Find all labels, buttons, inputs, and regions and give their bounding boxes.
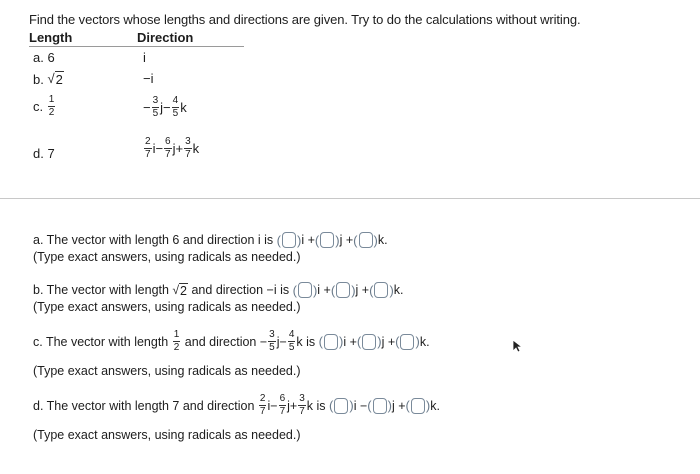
unit-vector: j [276,334,280,349]
fraction-numerator: 4 [288,329,295,340]
unit-vector: j [287,398,290,413]
fraction [164,137,172,160]
operator: k. [393,283,404,297]
fraction-numerator: 6 [279,393,286,404]
answer-c-line [33,330,430,353]
answer-b-i-box[interactable]: ( ) [292,282,318,298]
answer-input[interactable] [362,334,376,350]
unit-vector: j [160,100,164,115]
row-b-length [33,71,64,87]
fraction [152,96,160,119]
answer-input[interactable] [373,398,387,414]
answer-d-text-pre: d. The vector with length 7 and direction [33,398,255,413]
answer-d-line [33,394,440,417]
answer-input[interactable] [324,334,338,350]
row-a-direction: i [143,50,146,65]
operator: i + [301,233,315,247]
unit-vector: k [192,141,200,156]
answer-c-text-pre: c. The vector with length [33,334,169,349]
row-c-direction [143,96,187,119]
row-c-length [33,95,56,118]
answer-a-text: a. The vector with length 6 and direction i is [33,233,274,247]
answer-b-text-mid: and direction −i is [191,283,290,297]
answer-d-hint: (Type exact answers, using radicals as needed.) [33,428,301,442]
fraction [172,96,180,119]
answer-a-j-box[interactable]: ( ) [314,232,340,248]
fraction-numerator: 3 [185,136,191,147]
section-divider [0,198,700,199]
operator: i + [317,283,331,297]
answer-c-length-fraction [173,330,181,353]
answer-input[interactable] [282,232,296,248]
answer-c-text-mid: and direction [184,334,257,349]
fraction-denominator: 7 [299,406,305,417]
operator: j + [391,398,406,413]
sign: + [175,141,184,156]
answer-input[interactable] [359,232,373,248]
unit-vector: i [267,398,271,413]
answer-d-i-box[interactable]: ( ) [329,398,354,413]
row-c-length-fraction [48,95,56,118]
operator: j + [355,283,370,297]
fraction-numerator: 2 [145,136,151,147]
fraction [279,394,287,417]
fraction-numerator: 3 [152,95,159,106]
answer-b-k-box[interactable]: ( ) [369,282,394,298]
sign: − [163,100,171,115]
row-d-direction [143,137,199,160]
fraction-denominator: 2 [48,107,55,118]
answer-a-hint: (Type exact answers, using radicals as needed.) [33,250,301,264]
fraction-denominator: 5 [172,108,179,119]
fraction-numerator: 1 [173,329,180,340]
fraction-numerator: 2 [259,393,266,404]
fraction [184,137,192,160]
answer-b-hint: (Type exact answers, using radicals as needed.) [33,300,301,314]
operator: i + [343,334,357,349]
row-c-label: c. [33,99,44,114]
column-header-length: Length [29,30,73,45]
fraction-numerator: 6 [165,136,171,147]
answer-input[interactable] [400,334,414,350]
answer-b-line [33,282,404,298]
fraction-numerator: 4 [172,95,179,106]
row-b-label: b. [33,71,44,87]
answer-d-j-box[interactable]: ( ) [367,398,392,413]
row-b-sqrt: √ 2 [47,71,63,87]
operator: j + [381,334,396,349]
fraction-numerator: 3 [299,393,305,404]
operator: k. [419,334,430,349]
column-header-direction: Direction [137,30,194,45]
unit-vector: j [172,141,176,156]
answer-d-k-box[interactable]: ( ) [405,398,431,413]
answer-b-text-pre: b. The vector with length [33,283,169,297]
fraction [144,137,152,160]
answer-input[interactable] [320,232,334,248]
sign: − [270,398,278,413]
row-b-radicand: 2 [55,72,63,87]
table-header-rule [29,46,244,47]
fraction-denominator: 7 [145,149,151,160]
answer-input[interactable] [336,282,350,298]
unit-vector: i [152,141,156,156]
fraction-denominator: 5 [152,108,159,119]
fraction [259,394,267,417]
answer-b-j-box[interactable]: ( ) [330,282,356,298]
answer-a-i-box[interactable]: ( ) [276,232,302,248]
answer-b-sqrt: √ 2 [172,282,187,298]
fraction-numerator: 3 [269,329,275,340]
unit-vector: k is [306,398,326,413]
answer-c-hint: (Type exact answers, using radicals as needed.) [33,364,301,378]
answer-c-j-box[interactable]: ( ) [356,334,382,349]
fraction-denominator: 5 [269,342,275,353]
fraction-denominator: 7 [185,149,191,160]
sign: − [259,334,268,349]
fraction-denominator: 7 [279,406,286,417]
fraction-denominator: 2 [173,342,180,353]
sign: − [155,141,164,156]
sign: − [279,334,287,349]
answer-input[interactable] [334,398,348,414]
fraction-numerator: 1 [48,94,55,105]
instruction-text: Find the vectors whose lengths and directions are given. Try to do the calculations without writing. [29,12,581,27]
sign: − [143,100,151,115]
row-b-direction: −i [143,71,154,86]
operator: i − [353,398,368,413]
answer-c-i-box[interactable]: ( ) [318,334,344,349]
sign: + [289,398,298,413]
fraction-denominator: 7 [165,149,171,160]
answer-input[interactable] [411,398,425,414]
radicand: 2 [180,283,187,298]
fraction [268,330,276,353]
operator: k. [377,233,388,247]
row-a-length: a. 6 [33,50,55,65]
fraction [298,394,306,417]
operator: j + [339,233,354,247]
answer-c-k-box[interactable]: ( ) [395,334,420,349]
fraction [288,330,296,353]
answer-input[interactable] [298,282,312,298]
mouse-pointer-icon [512,339,524,353]
unit-vector: k is [296,334,316,349]
fraction-denominator: 5 [288,342,295,353]
fraction-denominator: 7 [259,406,266,417]
answer-a-k-box[interactable]: ( ) [353,232,378,248]
unit-vector: k [180,100,187,115]
answer-a-line [33,232,388,248]
row-d-length: d. 7 [33,146,55,161]
answer-input[interactable] [374,282,388,298]
operator: k. [430,398,440,413]
